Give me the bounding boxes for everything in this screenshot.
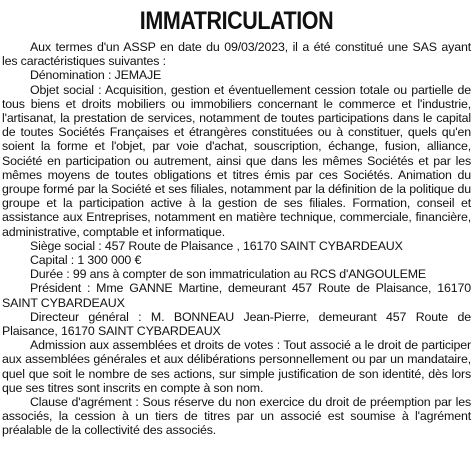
approval-clause-paragraph: Clause d'agrément : Sous réserve du non exercice du droit de préemption par les associés, la cession à un tiers de titres par un associé est soumise à l'agrément préalable de la collectivité des associés.	[2, 395, 471, 438]
object-paragraph: Objet social : Acquisition, gestion et éventuellement cession totale ou partielle de tous biens et droits mobiliers ou immobiliers concernant le commerce et l'industrie, l'artisanat, la prestation de services, notamment de toutes participations dans le capital de toutes Sociétés Françaises et étrangères constituées ou à constituer, quels qu'en soient la forme et l'objet, par voie d'achat, souscription, échange, fusion, alliance, Société en participation ou autrement, ainsi que dans les mêmes Sociétés et par les mêmes moyens de toutes obligations et titres émis par ces Sociétés. Animation du groupe formé par la Société et ses filiales, notamment par la définition de la politique du groupe et la participation active à la gestion de ses filiales. Formation, conseil et assistance aux Entreprises, notamment en matière technique, commerciale, financière, administrative, comptable et informatique.	[2, 82, 471, 239]
intro-paragraph: Aux termes d'un ASSP en date du 09/03/2023, il a été constitué une SAS ayant les caractéristiques suivantes :	[2, 40, 471, 69]
denomination-paragraph: Dénomination : JEMAJE	[30, 68, 162, 83]
admission-paragraph: Admission aux assemblées et droits de votes : Tout associé a le droit de participer aux assemblées générales et aux délibérations personnellement ou par un mandataire, quel que soit le nombre de ses actions, sur simple justification de son identité, dès lors que ses titres sont inscrits en compte à son nom.	[2, 338, 471, 395]
capital-paragraph: Capital : 1 300 000 €	[30, 253, 142, 268]
duration-paragraph: Durée : 99 ans à compter de son immatriculation au RCS d'ANGOULEME	[30, 267, 427, 282]
notice-body	[2, 40, 471, 438]
head-office-paragraph: Siège social : 457 Route de Plaisance , 16170 SAINT CYBARDEAUX	[30, 238, 403, 253]
director-paragraph: Directeur général : M. BONNEAU Jean-Pierre, demeurant 457 Route de Plaisance, 16170 SAINT CYBARDEAUX	[2, 309, 471, 339]
notice-title: IMMATRICULATION	[139, 7, 334, 35]
president-paragraph: Président : Mme GANNE Martine, demeurant 457 Route de Plaisance, 16170 SAINT CYBARDEAUX	[2, 281, 471, 310]
